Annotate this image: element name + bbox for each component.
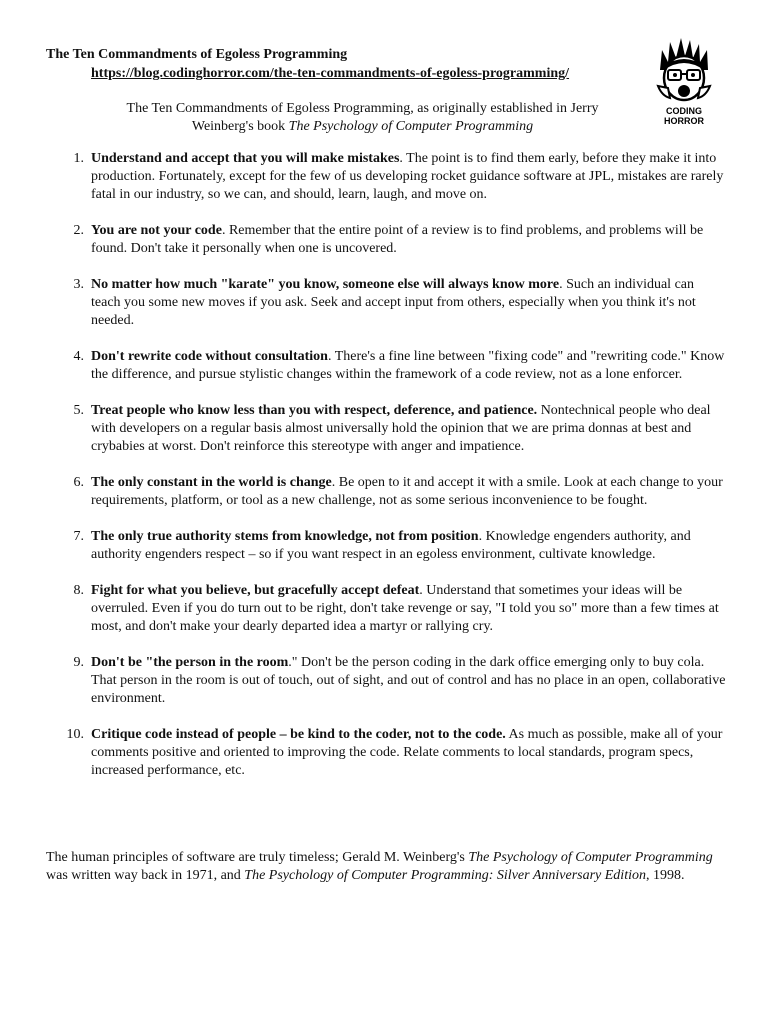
item-text: . There's a fine line between "fixing code" and "rewriting code." Know the difference, and pursue stylistic changes within the framework of a code review, not as a lone enforcer. bbox=[91, 349, 725, 382]
item-text: . The point is to find them early, before they make it into production. Fortunately, except for the few of us developing rocket guidance software at JPL, mistakes are rarely fatal in our industry, so we can, and should, learn, laugh, and move on. bbox=[91, 151, 724, 202]
list-item bbox=[46, 348, 726, 384]
list-item bbox=[46, 726, 726, 780]
item-text: . Remember that the entire point of a review is to find problems, and problems will be found. Don't take it personally when one is uncovered. bbox=[91, 223, 704, 256]
source-link[interactable]: https://blog.codinghorror.com/the-ten-commandments-of-egoless-programming/ bbox=[91, 66, 570, 81]
item-number: 2. bbox=[73, 223, 84, 238]
logo-text bbox=[648, 106, 720, 126]
coding-horror-mascot-icon bbox=[648, 36, 720, 106]
item-text: ." Don't be the person coding in the dark office emerging only to buy cola. That person in the room is out of touch, out of sight, and out of control and has no place in an open, collaborative environment. bbox=[91, 655, 726, 706]
list-item bbox=[46, 222, 726, 258]
item-text: As much as possible, make all of your comments positive and oriented to improving the code. Relate comments to local standards, program specs, increased performance, etc. bbox=[91, 727, 723, 778]
list-item bbox=[46, 474, 726, 510]
list-item bbox=[46, 150, 726, 204]
list-item bbox=[46, 582, 726, 636]
coding-horror-logo bbox=[648, 36, 720, 128]
item-number: 6. bbox=[73, 475, 84, 490]
item-number: 7. bbox=[73, 529, 84, 544]
list-item bbox=[46, 528, 726, 564]
document-title: The Ten Commandments of Egoless Programming bbox=[46, 47, 348, 62]
item-text: . Understand that sometimes your ideas will be overruled. Even if you do turn out to be right, don't take revenge or say, "I told you so" more than a few times at most, and don't make your dearly departed idea a martyr or rallying cry. bbox=[91, 583, 719, 634]
commandments-list bbox=[46, 150, 726, 798]
list-item bbox=[46, 654, 726, 708]
item-heading: No matter how much "karate" you know, someone else will always know more bbox=[91, 277, 560, 292]
closing-paragraph bbox=[46, 849, 736, 885]
item-heading: Treat people who know less than you with respect, deference, and patience. bbox=[91, 403, 538, 418]
item-heading: You are not your code bbox=[91, 223, 222, 238]
item-text: Nontechnical people who deal with developers on a regular basis almost universally hold the opinion that we are prima donnas at best and crybabies at worst. Don't reinforce this stereotype with anger and impatience. bbox=[91, 403, 711, 454]
closing-book-2: The Psychology of Computer Programming: Silver Anniversary Edition bbox=[244, 868, 646, 883]
item-heading: The only constant in the world is change bbox=[91, 475, 332, 490]
closing-text-3: , 1998. bbox=[645, 868, 685, 883]
item-heading: Don't be "the person in the room bbox=[91, 655, 289, 670]
intro-text: The Ten Commandments of Egoless Programming, as originally established in Jerry Weinberg's book bbox=[126, 101, 599, 134]
closing-text-2: was written way back in 1971, and bbox=[46, 868, 245, 883]
item-heading: Understand and accept that you will make mistakes bbox=[91, 151, 400, 166]
item-heading: Fight for what you believe, but gracefully accept defeat bbox=[91, 583, 420, 598]
item-text: . Be open to it and accept it with a smile. Look at each change to your requirements, platform, or tool as a new challenge, not as some serious inconvenience to be fought. bbox=[91, 475, 723, 508]
item-text: . Such an individual can teach you some new moves if you ask. Seek and accept input from others, especially when you think it's not needed. bbox=[91, 277, 696, 328]
item-heading: Critique code instead of people – be kind to the coder, not to the code. bbox=[91, 727, 506, 742]
item-number: 9. bbox=[73, 655, 84, 670]
closing-text-1: The human principles of software are truly timeless; Gerald M. Weinberg's bbox=[46, 850, 469, 865]
item-number: 1. bbox=[73, 151, 84, 166]
list-item bbox=[46, 402, 726, 456]
item-number: 8. bbox=[73, 583, 84, 598]
item-heading: Don't rewrite code without consultation bbox=[91, 349, 328, 364]
item-number: 10. bbox=[66, 727, 84, 742]
closing-book-1: The Psychology of Computer Programming bbox=[468, 850, 713, 865]
item-number: 5. bbox=[73, 403, 84, 418]
logo-line-2: HORROR bbox=[664, 116, 704, 126]
item-number: 3. bbox=[73, 277, 84, 292]
item-text: . Knowledge engenders authority, and authority engenders respect – so if you want respect in an egoless environment, cultivate knowledge. bbox=[91, 529, 691, 562]
item-number: 4. bbox=[73, 349, 84, 364]
intro-paragraph bbox=[100, 100, 625, 136]
intro-book-title: The Psychology of Computer Programming bbox=[288, 119, 534, 134]
list-item bbox=[46, 276, 726, 330]
logo-line-1: CODING bbox=[666, 106, 702, 116]
item-heading: The only true authority stems from knowledge, not from position bbox=[91, 529, 479, 544]
